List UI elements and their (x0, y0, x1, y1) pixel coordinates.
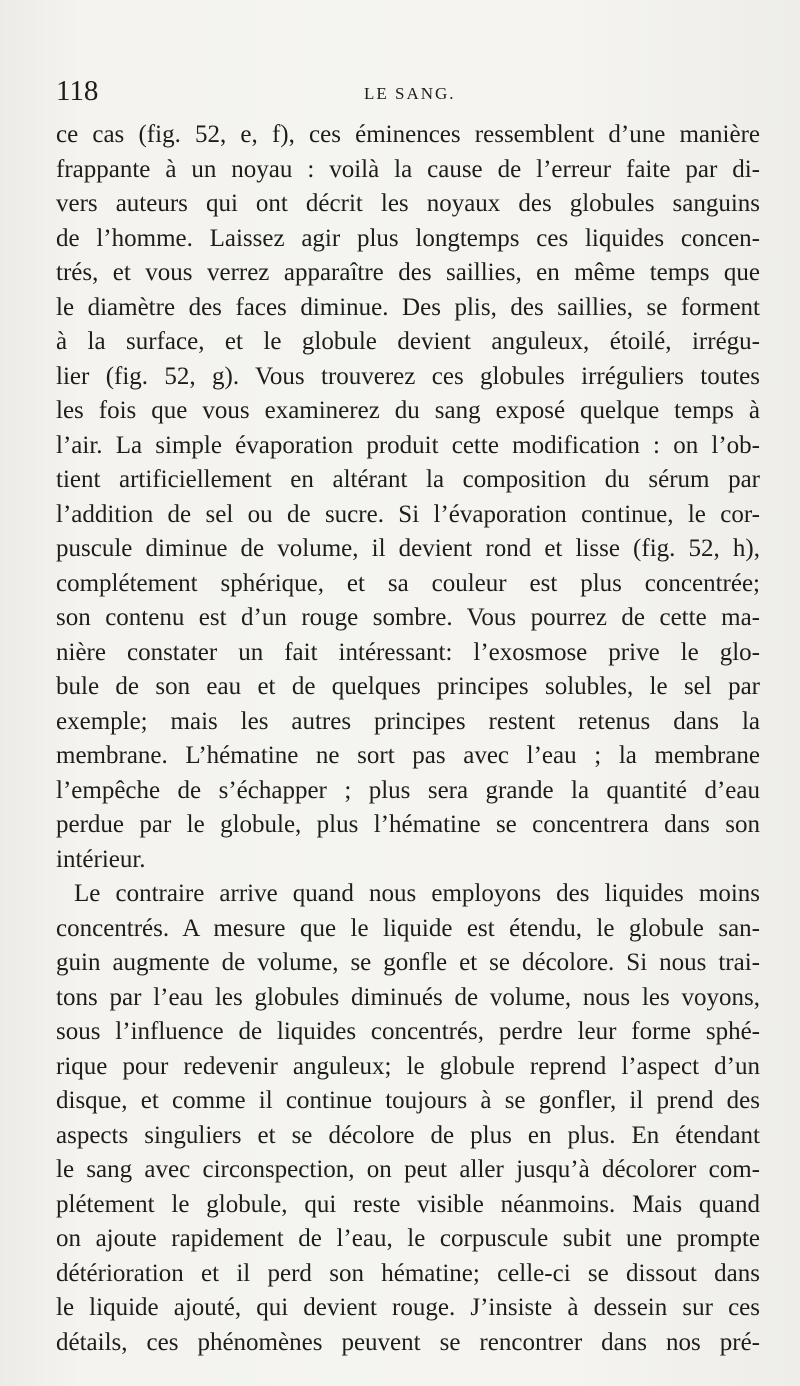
text-line: on ajoute rapidement de l’eau, le corpuscule subit une prompte (56, 1225, 760, 1252)
text-line: le sang avec circonspection, on peut aller jusqu’à décolorer com- (56, 1156, 760, 1183)
text-line: l’empêche de s’échapper ; plus sera grande la quantité d’eau (56, 776, 760, 804)
text-line: rique pour redevenir anguleux; le globule reprend l’aspect d’un (56, 1052, 760, 1080)
text-line: disque, et comme il continue toujours à se gonfler, il prend des (56, 1087, 760, 1114)
paragraph (56, 118, 760, 877)
text-line: l’air. La simple évaporation produit cette modification : on l’ob- (56, 431, 760, 459)
text-line: sous l’influence de liquides concentrés, perdre leur forme sphé- (56, 1018, 760, 1045)
text-line: aspects singuliers et se décolore de plus en plus. En étendant (56, 1121, 760, 1149)
text-line: guin augmente de volume, se gonfle et se décolore. Si nous trai- (56, 949, 760, 976)
text-line: puscule diminue de volume, il devient rond et lisse (fig. 52, h), (56, 535, 760, 562)
text-line: nière constater un fait intéressant: l’exosmose prive le glo- (56, 638, 760, 666)
text-line: intérieur. (56, 845, 146, 873)
paragraph (56, 877, 760, 1360)
text-line: son contenu est d’un rouge sombre. Vous pourrez de cette ma- (56, 604, 760, 631)
text-line: plétement le globule, qui reste visible néanmoins. Mais quand (56, 1190, 760, 1218)
text-line: complétement sphérique, et sa couleur est plus concentrée; (56, 569, 760, 597)
text-line: tient artificiellement en altérant la composition du sérum par (56, 466, 760, 493)
text-line: Le contraire arrive quand nous employons des liquides moins (74, 880, 760, 907)
text-line: exemple; mais les autres principes restent retenus dans la (56, 707, 760, 735)
text-line: frappante à un noyau : voilà la cause de l’erreur faite par di- (56, 155, 760, 183)
bleed-through-text (300, 8, 780, 48)
running-head: LE SANG. (364, 84, 456, 103)
body-text (56, 118, 760, 1360)
text-line: membrane. L’hématine ne sort pas avec l’eau ; la membrane (56, 742, 760, 769)
text-line: le liquide ajouté, qui devient rouge. J’insiste à dessein sur ces (56, 1294, 760, 1321)
text-line: perdue par le globule, plus l’hématine se concentrera dans son (56, 811, 760, 838)
text-line: lier (fig. 52, g). Vous trouverez ces globules irréguliers toutes (56, 362, 760, 390)
text-line: détails, ces phénomènes peuvent se rencontrer dans nos pré- (56, 1328, 760, 1356)
page-number: 118 (56, 75, 99, 107)
text-line: vers auteurs qui ont décrit les noyaux des globules sanguins (56, 190, 760, 217)
text-line: le diamètre des faces diminue. Des plis, des saillies, se forment (56, 293, 760, 321)
text-line: ce cas (fig. 52, e, f), ces éminences ressemblent d’une manière (56, 121, 760, 148)
text-line: trés, et vous verrez apparaître des saillies, en même temps que (56, 259, 760, 286)
text-line: concentrés. A mesure que le liquide est étendu, le globule san- (56, 914, 760, 942)
text-line: à la surface, et le globule devient anguleux, étoilé, irrégu- (56, 328, 760, 355)
text-line: bule de son eau et de quelques principes solubles, le sel par (56, 673, 760, 700)
page-header (56, 74, 760, 110)
text-line: détérioration et il perd son hématine; celle-ci se dissout dans (56, 1259, 760, 1287)
text-line: les fois que vous examinerez du sang exposé quelque temps à (56, 397, 760, 424)
text-line: de l’homme. Laissez agir plus longtemps ces liquides concen- (56, 224, 760, 252)
text-line: l’addition de sel ou de sucre. Si l’évaporation continue, le cor- (56, 500, 760, 528)
text-line: tons par l’eau les globules diminués de volume, nous les voyons, (56, 983, 760, 1011)
